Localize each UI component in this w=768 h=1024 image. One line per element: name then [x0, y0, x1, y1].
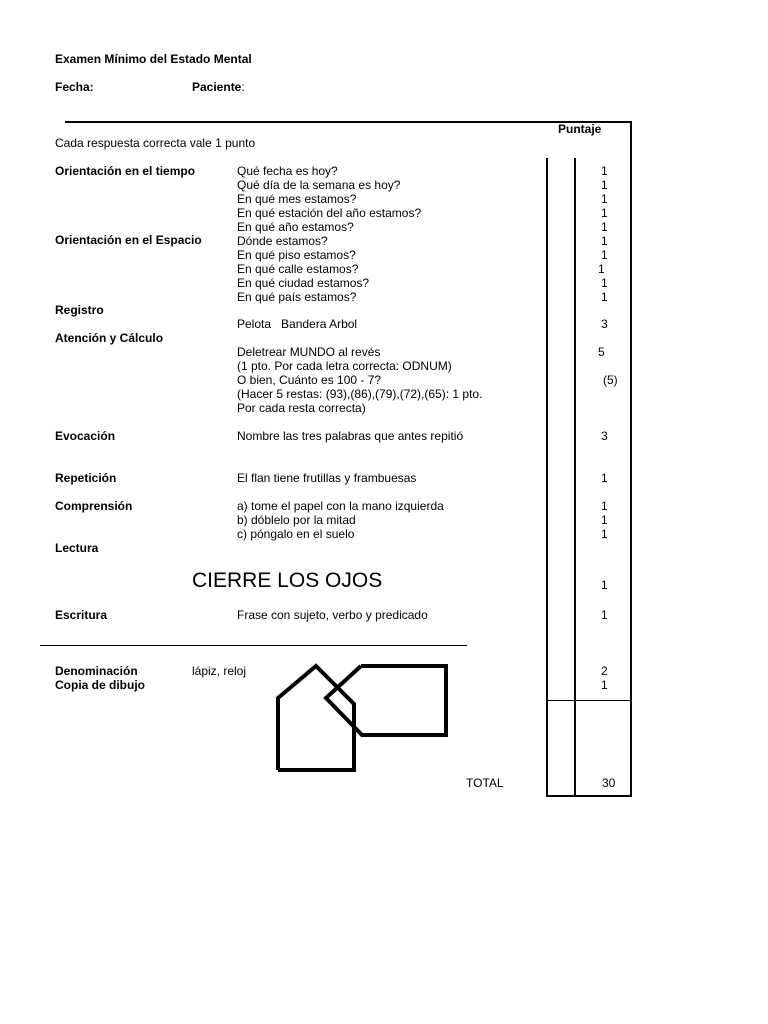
- escritura-text: Frase con sujeto, verbo y predicado: [237, 608, 428, 622]
- question-item: Qué día de la semana es hoy?: [237, 178, 401, 192]
- section-evocacion: Evocación: [55, 429, 116, 443]
- section-denominacion: Denominación: [55, 664, 138, 678]
- total-label: TOTAL: [466, 776, 504, 790]
- lectura-score: 1: [601, 578, 608, 592]
- score-value: 1: [601, 499, 608, 513]
- score-value: 1: [601, 527, 608, 541]
- paciente-field: [192, 80, 245, 94]
- question-item: En qué mes estamos?: [237, 192, 357, 206]
- fecha-label: Fecha:: [55, 80, 94, 94]
- section-escritura: Escritura: [55, 608, 108, 622]
- score-value: 1: [601, 220, 608, 234]
- score-row-rule: [546, 700, 632, 701]
- section-divider: [40, 645, 467, 646]
- score-value: 1: [601, 178, 608, 192]
- question-item: En qué calle estamos?: [237, 262, 359, 276]
- comprension-step: a) tome el papel con la mano izquierda: [237, 499, 444, 513]
- score-col-left-border: [546, 158, 548, 797]
- section-repeticion: Repetición: [55, 471, 117, 485]
- section-comprension: Comprensión: [55, 499, 133, 513]
- atencion-alt-score: (5): [603, 373, 618, 387]
- lectura-command: CIERRE LOS OJOS: [192, 569, 383, 592]
- section-registro: Registro: [55, 303, 104, 317]
- question-item: En qué ciudad estamos?: [237, 276, 370, 290]
- comprension-step: b) dóblelo por la mitad: [237, 513, 356, 527]
- denominacion-text: lápiz, reloj: [192, 664, 247, 678]
- score-value: 1: [601, 234, 608, 248]
- score-header: Puntaje: [558, 122, 602, 136]
- question-item: En qué piso estamos?: [237, 248, 356, 262]
- comprension-step: c) póngalo en el suelo: [237, 527, 355, 541]
- pentagon-right: [326, 666, 446, 735]
- question-item: Dónde estamos?: [237, 234, 328, 248]
- page-title: Examen Mínimo del Estado Mental: [55, 52, 252, 66]
- atencion-line: Deletrear MUNDO al revés: [237, 345, 381, 359]
- atencion-line: (Hacer 5 restas: (93),(86),(79),(72),(65): 1 pto.: [237, 387, 483, 401]
- atencion-line: Por cada resta correcta): [237, 401, 366, 415]
- question-item: Qué fecha es hoy?: [237, 164, 338, 178]
- score-value: 1: [601, 290, 608, 304]
- repeticion-text: El flan tiene frutillas y frambuesas: [237, 471, 417, 485]
- question-item: En qué estación del año estamos?: [237, 206, 422, 220]
- evocacion-score: 3: [601, 429, 608, 443]
- atencion-line: O bien, Cuánto es 100 - 7?: [237, 373, 382, 387]
- paciente-label: Paciente: [192, 80, 242, 94]
- section-copia: Copia de dibujo: [55, 678, 145, 692]
- atencion-line: (1 pto. Por cada letra correcta: ODNUM): [237, 359, 452, 373]
- score-value: 1: [601, 248, 608, 262]
- table-bottom-rule: [546, 795, 632, 797]
- section-atencion: Atención y Cálculo: [55, 331, 164, 345]
- total-value: 30: [602, 776, 616, 790]
- section-orientacion-espacio: Orientación en el Espacio: [55, 233, 202, 247]
- question-item: En qué año estamos?: [237, 220, 354, 234]
- registro-score: 3: [601, 317, 608, 331]
- score-value: 1: [601, 513, 608, 527]
- section-lectura: Lectura: [55, 541, 99, 555]
- paciente-colon: :: [241, 80, 245, 94]
- score-value: 1: [601, 276, 608, 290]
- repeticion-score: 1: [601, 471, 608, 485]
- intersecting-pentagons-drawing: [270, 660, 470, 780]
- section-orientacion-tiempo: Orientación en el tiempo: [55, 164, 196, 178]
- score-value: 1: [598, 262, 605, 276]
- right-border: [630, 121, 632, 797]
- instruction-text: Cada respuesta correcta vale 1 punto: [55, 136, 256, 150]
- copia-score: 1: [601, 678, 608, 692]
- registro-words: Pelota Bandera Arbol: [237, 317, 358, 331]
- score-col-divider: [574, 158, 576, 797]
- score-value: 1: [601, 164, 608, 178]
- score-value: 1: [601, 192, 608, 206]
- score-value: 1: [601, 206, 608, 220]
- atencion-score: 5: [598, 345, 605, 359]
- top-rule: [65, 121, 632, 123]
- escritura-score: 1: [601, 608, 608, 622]
- denominacion-score: 2: [601, 664, 608, 678]
- evocacion-text: Nombre las tres palabras que antes repitió: [237, 429, 464, 443]
- question-item: En qué país estamos?: [237, 290, 357, 304]
